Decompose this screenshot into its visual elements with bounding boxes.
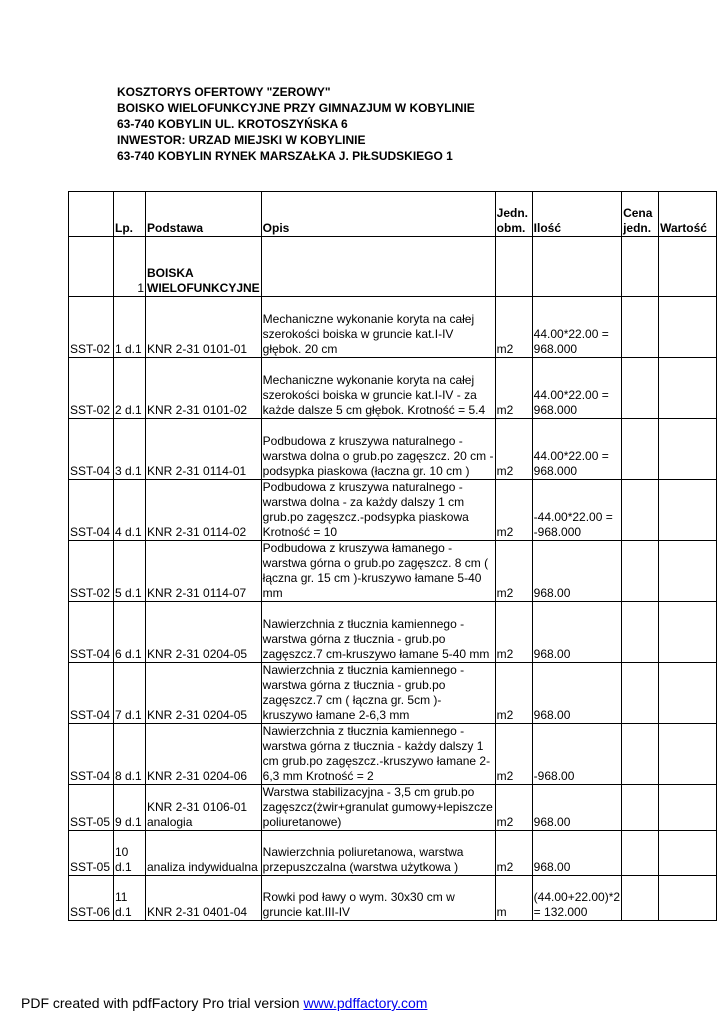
row-lp: 2 d.1 [114, 358, 146, 419]
col-header-cena: Cena jedn. [622, 192, 659, 237]
row-podstawa: KNR 2-31 0204-05 [146, 602, 262, 663]
row-opis: Podbudowa z kruszywa łamanego - warstwa górna o grub.po zagęszcz. 8 cm ( łączna gr. 15 cm )-kruszywo łamane 5-40 mm [261, 541, 495, 602]
row-wartosc [659, 297, 717, 358]
table-row [69, 663, 717, 724]
section-lp: 1 [114, 237, 146, 297]
row-wartosc [659, 480, 717, 541]
row-jedn: m2 [495, 724, 532, 785]
row-cena [622, 663, 659, 724]
section-name: BOISKA WIELOFUNKCYJNE [146, 237, 262, 297]
row-wartosc [659, 419, 717, 480]
document-header [117, 84, 475, 164]
row-sst: SST-04 [69, 724, 114, 785]
table-row [69, 831, 717, 876]
row-ilosc: 44.00*22.00 = 968.000 [532, 297, 621, 358]
table-row [69, 541, 717, 602]
row-cena [622, 358, 659, 419]
row-podstawa: KNR 2-31 0114-01 [146, 419, 262, 480]
row-jedn: m2 [495, 358, 532, 419]
header-line-title: KOSZTORYS OFERTOWY "ZEROWY" [117, 85, 331, 99]
header-line-address: 63-740 KOBYLIN UL. KROTOSZYŃSKA 6 [117, 117, 348, 131]
row-sst: SST-04 [69, 663, 114, 724]
row-lp: 6 d.1 [114, 602, 146, 663]
row-opis: Podbudowa z kruszywa naturalnego - warstwa dolna - za każdy dalszy 1 cm grub.po zagęszcz.-podsypka piaskowa Krotność = 10 [261, 480, 495, 541]
col-header-jedn: Jedn. obm. [495, 192, 532, 237]
table-row [69, 876, 717, 921]
row-wartosc [659, 358, 717, 419]
row-podstawa: KNR 2-31 0101-02 [146, 358, 262, 419]
row-sst: SST-04 [69, 480, 114, 541]
row-sst: SST-02 [69, 297, 114, 358]
row-jedn: m [495, 876, 532, 921]
row-wartosc [659, 876, 717, 921]
table-row [69, 419, 717, 480]
table-row [69, 297, 717, 358]
row-lp: 8 d.1 [114, 724, 146, 785]
row-jedn: m2 [495, 541, 532, 602]
row-podstawa: KNR 2-31 0114-07 [146, 541, 262, 602]
row-opis: Nawierzchnia poliuretanowa, warstwa przepuszczalna (warstwa użytkowa ) [261, 831, 495, 876]
section-row [69, 237, 717, 297]
row-lp: 5 d.1 [114, 541, 146, 602]
row-sst: SST-02 [69, 541, 114, 602]
footer-link[interactable]: www.pdffactory.com [303, 995, 428, 1011]
row-jedn: m2 [495, 602, 532, 663]
header-line-project: BOISKO WIELOFUNKCYJNE PRZY GIMNAZJUM W KOBYLINIE [117, 101, 475, 115]
row-wartosc [659, 541, 717, 602]
row-ilosc: 44.00*22.00 = 968.000 [532, 358, 621, 419]
row-sst: SST-05 [69, 831, 114, 876]
col-header-opis: Opis [261, 192, 495, 237]
row-cena [622, 831, 659, 876]
row-cena [622, 419, 659, 480]
row-sst: SST-04 [69, 602, 114, 663]
row-opis: Mechaniczne wykonanie koryta na całej szerokości boiska w gruncie kat.I-IV - za każde dalsze 5 cm głębok. Krotność = 5.4 [261, 358, 495, 419]
table-row [69, 602, 717, 663]
row-opis: Nawierzchnia z tłucznia kamiennego - warstwa górna z tłucznia - grub.po zagęszcz.7 cm ( łączna gr. 5cm )- kruszywo łamane 2-6,3 mm [261, 663, 495, 724]
row-opis: Rowki pod ławy o wym. 30x30 cm w gruncie kat.III-IV [261, 876, 495, 921]
row-jedn: m2 [495, 297, 532, 358]
table-row [69, 480, 717, 541]
row-podstawa: KNR 2-31 0401-04 [146, 876, 262, 921]
row-ilosc: -44.00*22.00 = -968.000 [532, 480, 621, 541]
row-ilosc: (44.00+22.00)*2 = 132.000 [532, 876, 621, 921]
row-podstawa: KNR 2-31 0106-01 analogia [146, 785, 262, 831]
row-lp: 7 d.1 [114, 663, 146, 724]
row-wartosc [659, 724, 717, 785]
row-cena [622, 480, 659, 541]
row-ilosc: 968.00 [532, 602, 621, 663]
row-podstawa: analiza indywidualna [146, 831, 262, 876]
row-lp: 3 d.1 [114, 419, 146, 480]
row-lp: 10 d.1 [114, 831, 146, 876]
col-header-wartosc: Wartość [659, 192, 717, 237]
row-cena [622, 297, 659, 358]
footer-text: PDF created with pdfFactory Pro trial version [21, 995, 304, 1011]
col-header-podstawa: Podstawa [146, 192, 262, 237]
row-ilosc: 968.00 [532, 785, 621, 831]
row-ilosc: 968.00 [532, 541, 621, 602]
cost-estimate-table [68, 191, 717, 921]
row-opis: Podbudowa z kruszywa naturalnego - warstwa dolna o grub.po zagęszcz. 20 cm - podsypka piaskowa (łaczna gr. 10 cm ) [261, 419, 495, 480]
row-cena [622, 724, 659, 785]
col-header-sst [69, 192, 114, 237]
row-opis: Nawierzchnia z tłucznia kamiennego - warstwa górna z tłucznia - każdy dalszy 1 cm grub.po zagęszcz.-kruszywo łamane 2-6,3 mm Krotność = 2 [261, 724, 495, 785]
row-wartosc [659, 831, 717, 876]
row-cena [622, 785, 659, 831]
row-sst: SST-06 [69, 876, 114, 921]
row-jedn: m2 [495, 419, 532, 480]
row-jedn: m2 [495, 663, 532, 724]
header-line-investor: INWESTOR: URZAD MIEJSKI W KOBYLINIE [117, 133, 366, 147]
row-jedn: m2 [495, 785, 532, 831]
row-lp: 1 d.1 [114, 297, 146, 358]
row-wartosc [659, 602, 717, 663]
row-opis: Nawierzchnia z tłucznia kamiennego - warstwa górna z tłucznia - grub.po zagęszcz.7 cm-kruszywo łamane 5-40 mm [261, 602, 495, 663]
row-podstawa: KNR 2-31 0101-01 [146, 297, 262, 358]
row-opis: Mechaniczne wykonanie koryta na całej szerokości boiska w gruncie kat.I-IV głębok. 20 cm [261, 297, 495, 358]
col-header-lp: Lp. [114, 192, 146, 237]
row-ilosc: 968.00 [532, 663, 621, 724]
row-opis: Warstwa stabilizacyjna - 3,5 cm grub.po zagęszcz(żwir+granulat gumowy+lepiszcze poliuretanowe) [261, 785, 495, 831]
row-podstawa: KNR 2-31 0204-05 [146, 663, 262, 724]
row-jedn: m2 [495, 831, 532, 876]
row-ilosc: 44.00*22.00 = 968.000 [532, 419, 621, 480]
row-sst: SST-05 [69, 785, 114, 831]
row-lp: 4 d.1 [114, 480, 146, 541]
row-sst: SST-02 [69, 358, 114, 419]
row-podstawa: KNR 2-31 0114-02 [146, 480, 262, 541]
header-line-investor-address: 63-740 KOBYLIN RYNEK MARSZAŁKA J. PIŁSUDSKIEGO 1 [117, 149, 453, 163]
col-header-ilosc: Ilość [532, 192, 621, 237]
row-lp: 9 d.1 [114, 785, 146, 831]
row-sst: SST-04 [69, 419, 114, 480]
row-cena [622, 876, 659, 921]
table-row [69, 785, 717, 831]
row-cena [622, 602, 659, 663]
table-row [69, 358, 717, 419]
row-cena [622, 541, 659, 602]
table-header-row [69, 192, 717, 237]
row-wartosc [659, 663, 717, 724]
pdf-footer [21, 995, 427, 1011]
row-ilosc: 968.00 [532, 831, 621, 876]
row-lp: 11 d.1 [114, 876, 146, 921]
row-jedn: m2 [495, 480, 532, 541]
table-row [69, 724, 717, 785]
row-ilosc: -968.00 [532, 724, 621, 785]
row-wartosc [659, 785, 717, 831]
row-podstawa: KNR 2-31 0204-06 [146, 724, 262, 785]
